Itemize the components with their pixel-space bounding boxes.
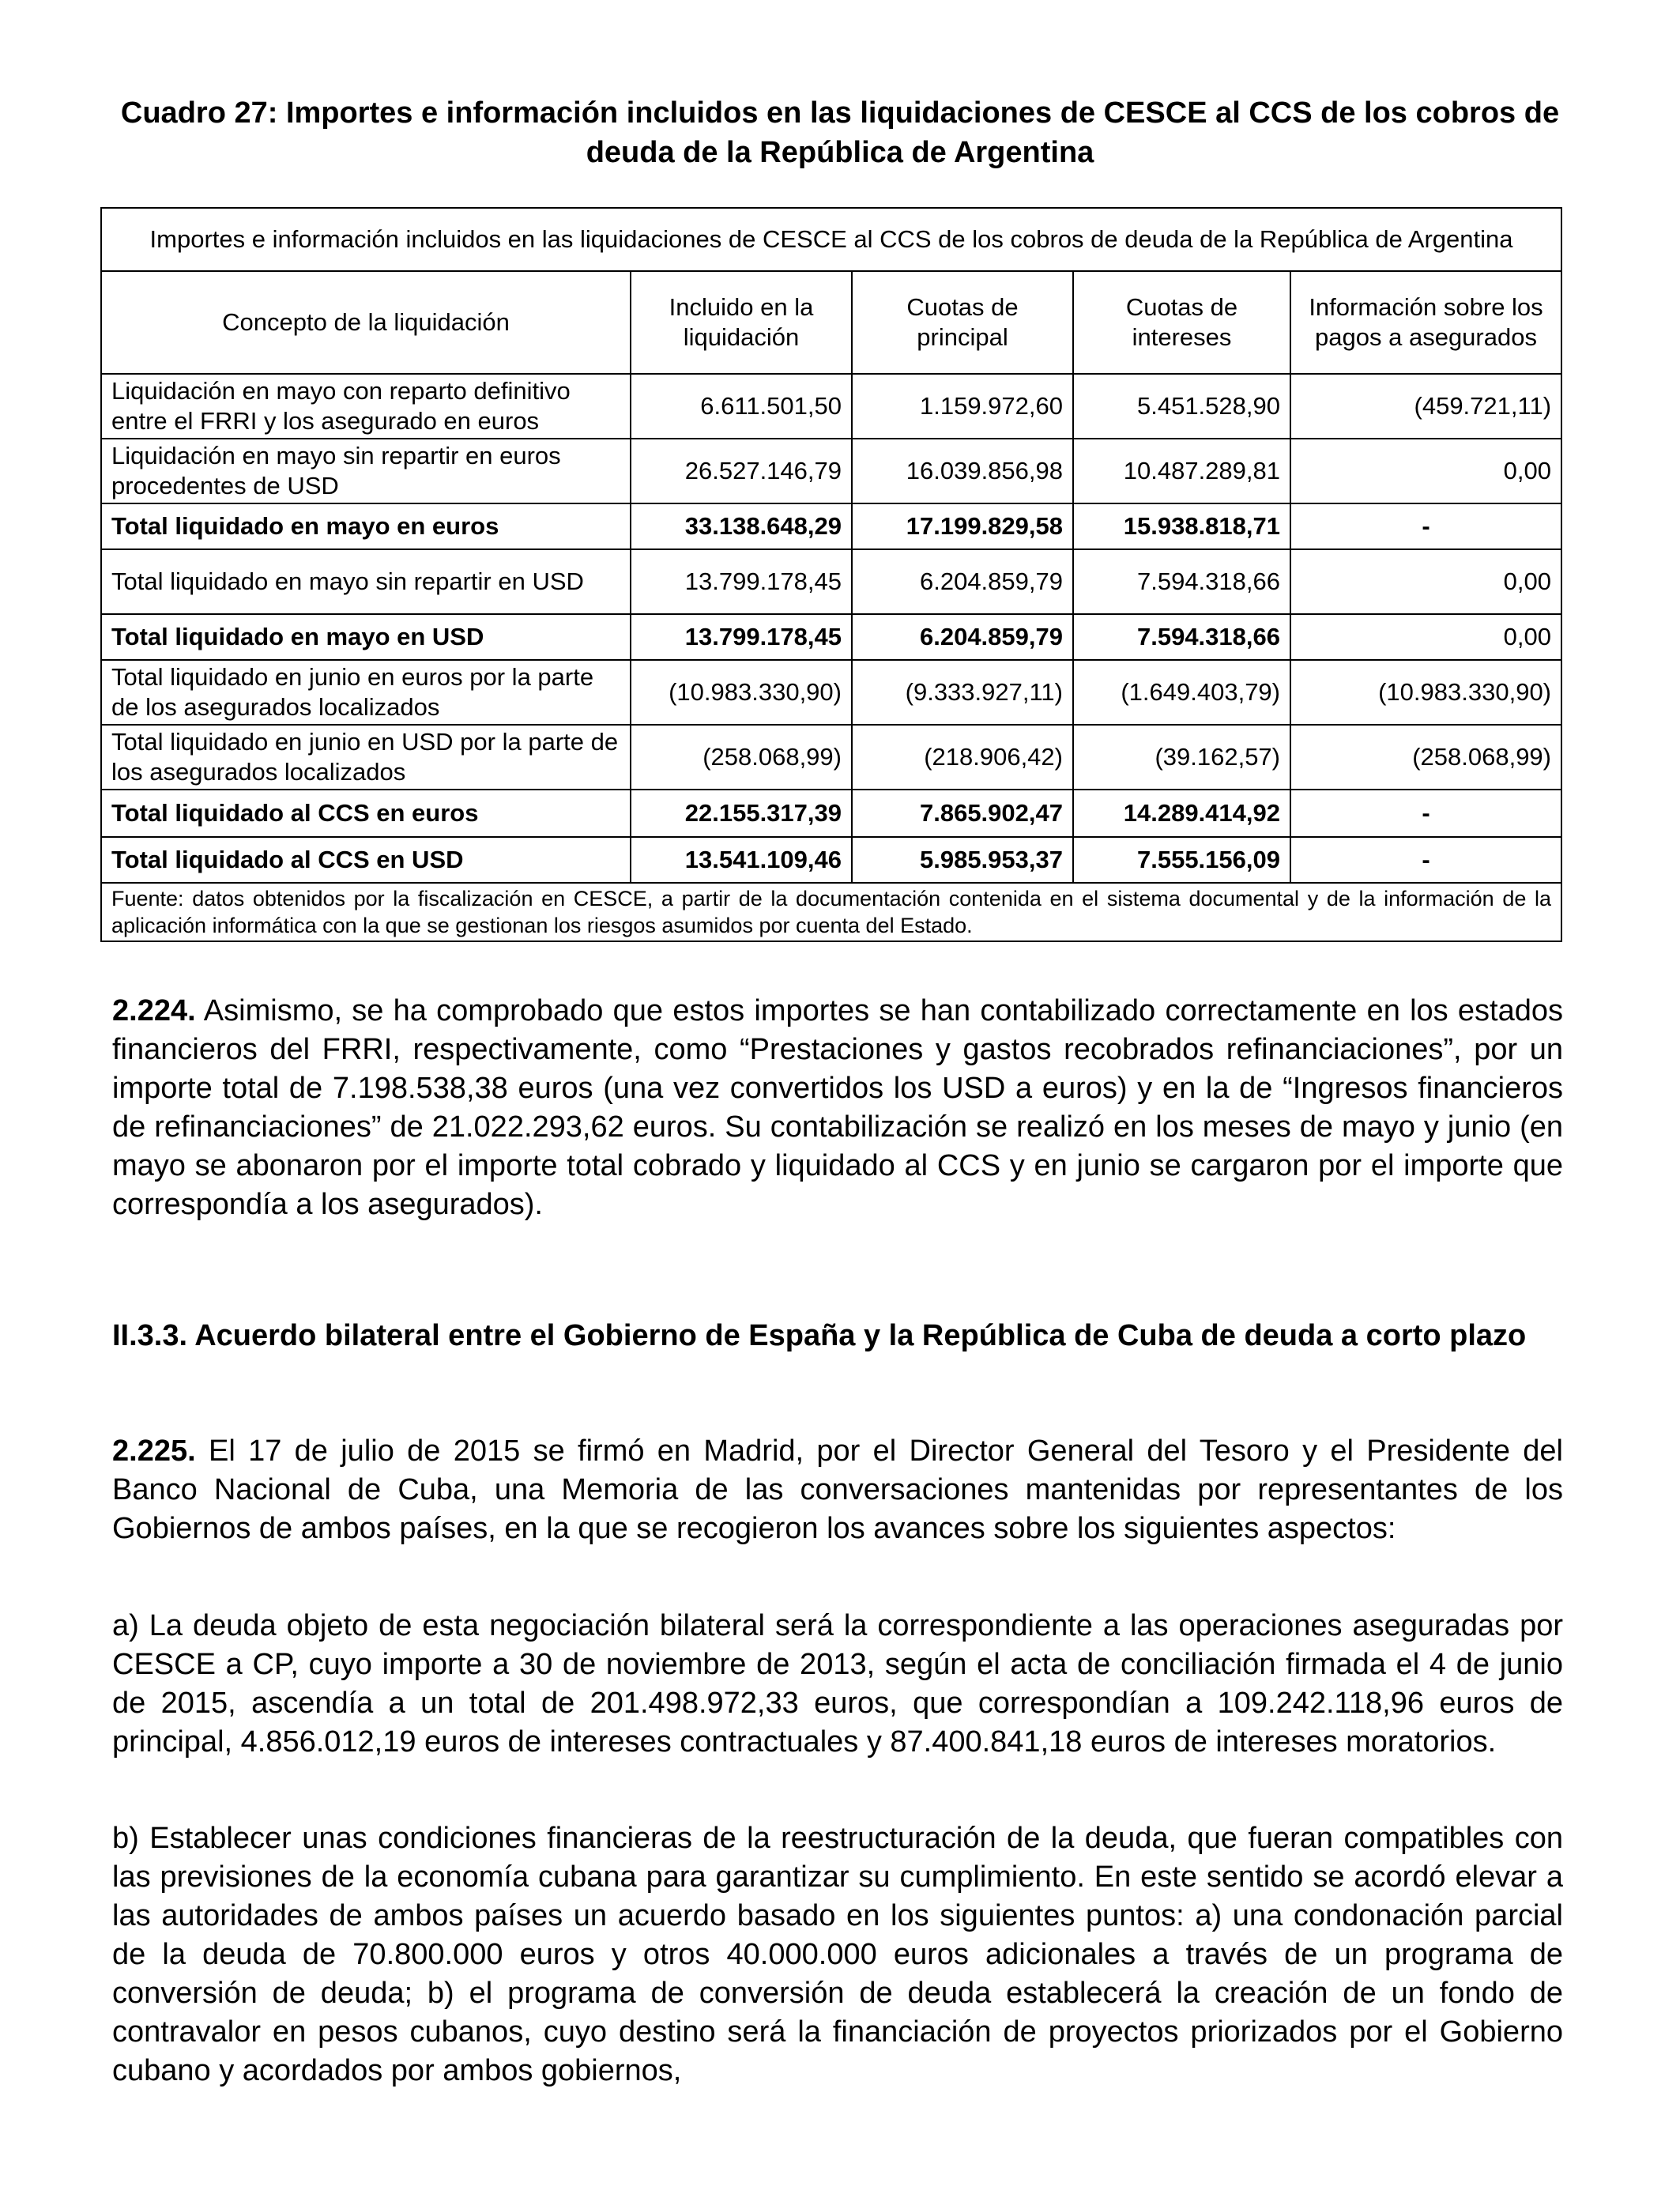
cell-principal: 7.865.902,47	[852, 790, 1073, 837]
cell-intereses: 14.289.414,92	[1073, 790, 1290, 837]
cell-concepto: Total liquidado en junio en euros por la parte de los asegurados localizados	[101, 660, 631, 725]
header-incluido: Incluido en la liquidación	[631, 271, 852, 374]
cell-incluido: (258.068,99)	[631, 725, 852, 790]
table-title-row	[101, 208, 1561, 271]
cell-info: (459.721,11)	[1290, 374, 1561, 439]
header-info: Información sobre los pagos a asegurados	[1290, 271, 1561, 374]
cell-concepto: Total liquidado en junio en USD por la parte de los asegurados localizados	[101, 725, 631, 790]
paragraph-2224	[112, 992, 1563, 1224]
cell-intereses: 7.555.156,09	[1073, 837, 1290, 883]
cell-info: 0,00	[1290, 614, 1561, 660]
cell-concepto: Total liquidado al CCS en USD	[101, 837, 631, 883]
table-row	[101, 549, 1561, 614]
cell-info: -	[1290, 837, 1561, 883]
table-source-note: Fuente: datos obtenidos por la fiscalización en CESCE, a partir de la documentación contenida en el sistema documental y de la información de la aplicación informática con la que se gestionan los riesgos asumidos por cuenta del Estado.	[101, 883, 1561, 941]
paragraph-2225	[112, 1432, 1563, 1548]
paragraph-text: Asimismo, se ha comprobado que estos importes se han contabilizado correctamente en los estados financieros del FRRI, respectivamente, como “Prestaciones y gastos recobrados refinanciaciones”, por un importe total de 7.198.538,38 euros (una vez convertidos los USD a euros) y en la de “Ingresos financieros de refinanciaciones” de 21.022.293,62 euros. Su contabilización se realizó en los meses de mayo y junio (en mayo se abonaron por el importe total cobrado y liquidado al CCS y en junio se cargaron por el importe que correspondía a los asegurados).	[112, 994, 1563, 1221]
paragraph-item-a: a) La deuda objeto de esta negociación bilateral será la correspondiente a las operaciones aseguradas por CESCE a CP, cuyo importe a 30 de noviembre de 2013, según el acta de conciliación firmada el 4 de junio de 2015, ascendía a un total de 201.498.972,33 euros, que correspondían a 109.242.118,96 euros de principal, 4.856.012,19 euros de intereses contractuales y 87.400.841,18 euros de intereses moratorios.	[112, 1609, 1563, 1759]
table-row-total	[101, 614, 1561, 660]
cell-info: -	[1290, 790, 1561, 837]
table-row	[101, 439, 1561, 503]
cell-intereses: 7.594.318,66	[1073, 614, 1290, 660]
header-intereses: Cuotas de intereses	[1073, 271, 1290, 374]
table-title: Importes e información incluidos en las liquidaciones de CESCE al CCS de los cobros de deuda de la República de Argentina	[101, 208, 1561, 271]
caption-label: Cuadro 27	[120, 96, 268, 130]
cell-intereses: 10.487.289,81	[1073, 439, 1290, 503]
cell-principal: 6.204.859,79	[852, 614, 1073, 660]
table-caption	[103, 93, 1577, 172]
cell-concepto: Liquidación en mayo con reparto definitivo entre el FRRI y los asegurado en euros	[101, 374, 631, 439]
cell-incluido: (10.983.330,90)	[631, 660, 852, 725]
cell-incluido: 26.527.146,79	[631, 439, 852, 503]
cell-incluido: 6.611.501,50	[631, 374, 852, 439]
paragraph-number: 2.224.	[112, 994, 196, 1027]
caption-text: : Importes e información incluidos en las liquidaciones de CESCE al CCS de los cobros de deuda de la República de Argentina	[267, 96, 1560, 169]
cell-principal: 6.204.859,79	[852, 549, 1073, 614]
cell-principal: (9.333.927,11)	[852, 660, 1073, 725]
cell-incluido: 22.155.317,39	[631, 790, 852, 837]
cell-concepto: Total liquidado en mayo en USD	[101, 614, 631, 660]
table-row-total	[101, 790, 1561, 837]
cell-info: -	[1290, 503, 1561, 549]
paragraph-number: 2.225.	[112, 1434, 196, 1468]
table-row-total	[101, 837, 1561, 883]
cell-intereses: (1.649.403,79)	[1073, 660, 1290, 725]
section-heading: II.3.3. Acuerdo bilateral entre el Gobierno de España y la República de Cuba de deuda a corto plazo	[112, 1319, 1527, 1352]
table-row	[101, 374, 1561, 439]
table-header-row	[101, 271, 1561, 374]
cell-info: (258.068,99)	[1290, 725, 1561, 790]
header-principal: Cuotas de principal	[852, 271, 1073, 374]
cell-info: (10.983.330,90)	[1290, 660, 1561, 725]
data-table	[100, 207, 1562, 942]
paragraph-item-b: b) Establecer unas condiciones financieras de la reestructuración de la deuda, que fueran compatibles con las previsiones de la economía cubana para garantizar su cumplimiento. En este sentido se acordó elevar a las autoridades de ambos países un acuerdo basado en los siguientes puntos: a) una condonación parcial de la deuda de 70.800.000 euros y otros 40.000.000 euros adicionales a través de un programa de conversión de deuda; b) el programa de conversión de deuda establecerá la creación de un fondo de contravalor en pesos cubanos, cuyo destino será la financiación de proyectos priorizados por el Gobierno cubano y acordados por ambos gobiernos,	[112, 1822, 1563, 2087]
paragraph-text: El 17 de julio de 2015 se firmó en Madrid, por el Director General del Tesoro y el Presidente del Banco Nacional de Cuba, una Memoria de las conversaciones mantenidas por representantes de los Gobiernos de ambos países, en la que se recogieron los avances sobre los siguientes aspectos:	[112, 1434, 1563, 1545]
table-row	[101, 660, 1561, 725]
cell-concepto: Total liquidado en mayo sin repartir en USD	[101, 549, 631, 614]
cell-incluido: 33.138.648,29	[631, 503, 852, 549]
cell-concepto: Total liquidado en mayo en euros	[101, 503, 631, 549]
cell-intereses: (39.162,57)	[1073, 725, 1290, 790]
table-row	[101, 725, 1561, 790]
cell-info: 0,00	[1290, 549, 1561, 614]
cell-principal: 5.985.953,37	[852, 837, 1073, 883]
cell-incluido: 13.799.178,45	[631, 549, 852, 614]
cell-principal: 16.039.856,98	[852, 439, 1073, 503]
cell-intereses: 5.451.528,90	[1073, 374, 1290, 439]
cell-incluido: 13.799.178,45	[631, 614, 852, 660]
cell-principal: (218.906,42)	[852, 725, 1073, 790]
cell-intereses: 7.594.318,66	[1073, 549, 1290, 614]
cell-principal: 1.159.972,60	[852, 374, 1073, 439]
cell-info: 0,00	[1290, 439, 1561, 503]
cell-principal: 17.199.829,58	[852, 503, 1073, 549]
cell-incluido: 13.541.109,46	[631, 837, 852, 883]
table-row-total	[101, 503, 1561, 549]
table-source-row	[101, 883, 1561, 941]
cell-intereses: 15.938.818,71	[1073, 503, 1290, 549]
header-concepto: Concepto de la liquidación	[101, 271, 631, 374]
cell-concepto: Total liquidado al CCS en euros	[101, 790, 631, 837]
cell-concepto: Liquidación en mayo sin repartir en euros procedentes de USD	[101, 439, 631, 503]
